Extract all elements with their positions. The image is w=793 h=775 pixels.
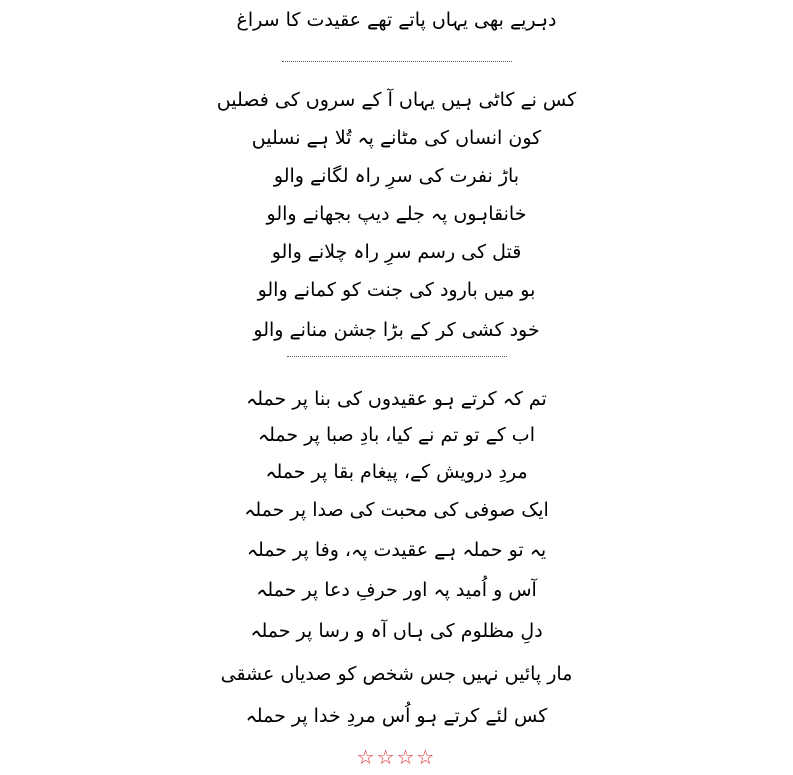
- stanza2-line: اب کے تو تم نے کیا، بادِ صبا پر حملہ: [258, 424, 535, 446]
- stanza1-line: قتل کی رسم سرِ راہ چلانے والو: [271, 241, 522, 263]
- stanza2-line: مردِ درویش کے، پیغام بقا پر حملہ: [265, 461, 528, 483]
- stanza2-line: مار پائیں نہیں جس شخص کو صدیاں عشقی: [220, 663, 573, 685]
- stanza1-line: خود کشی کر کے بڑا جشن منانے والو: [253, 319, 540, 341]
- stanza1-line: کس نے کاٹی ہیں یہاں آ کے سروں کی فصلیں: [216, 89, 577, 111]
- stanza2-line: ایک صوفی کی محبت کی صدا پر حملہ: [244, 499, 549, 521]
- stanza2-line: آس و اُمید پہ اور حرفِ دعا پر حملہ: [256, 579, 537, 601]
- stanza1-line: بو میں بارود کی جنت کو کمانے والو: [257, 279, 536, 301]
- stanza1-line: کون انساں کی مٹانے پہ تُلا ہے نسلیں: [251, 127, 542, 149]
- stanza2-line: دلِ مظلوم کی ہاں آہ و رسا پر حملہ: [250, 620, 543, 642]
- divider-top: [282, 61, 512, 62]
- poem-title: دہریے بھی یہاں پاتے تھے عقیدت کا سراغ: [236, 9, 557, 31]
- stanza2-line: کس لئے کرتے ہو اُس مردِ خدا پر حملہ: [245, 705, 548, 727]
- divider-middle: [287, 356, 507, 357]
- star-ornament-icon: ☆☆☆☆: [356, 745, 437, 769]
- stanza1-line: خانقاہوں پہ جلے دیپ بجھانے والو: [266, 203, 527, 225]
- stanza2-line: یہ تو حملہ ہے عقیدت پہ، وفا پر حملہ: [246, 539, 547, 561]
- stanza2-line: تم کہ کرتے ہو عقیدوں کی بنا پر حملہ: [246, 388, 547, 410]
- stanza1-line: باڑ نفرت کی سرِ راہ لگانے والو: [273, 165, 520, 187]
